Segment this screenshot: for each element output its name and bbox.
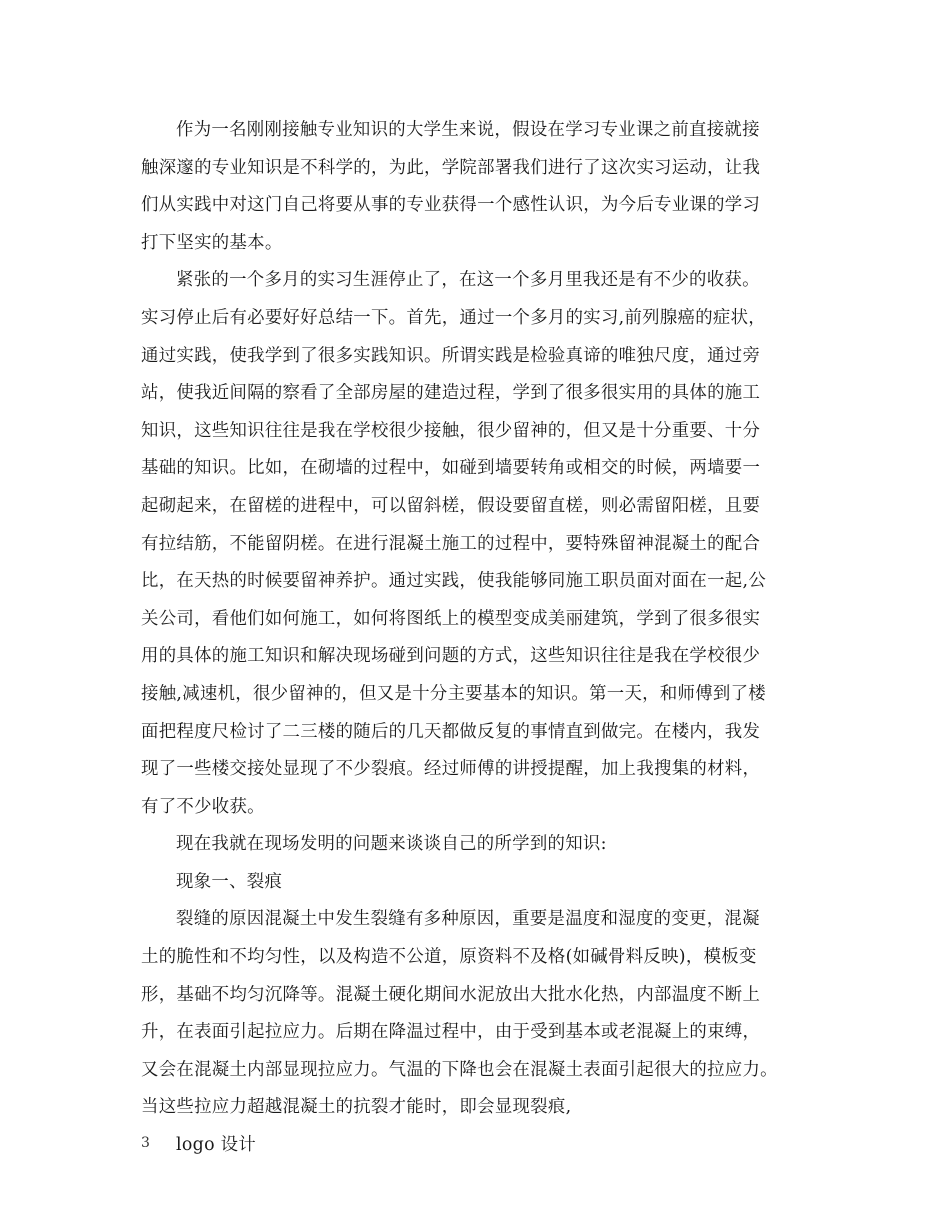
page-number: 3 <box>141 1135 150 1151</box>
section-heading <box>141 864 821 902</box>
text-line: 站，使我近间隔的察看了全部房屋的建造过程，学到了很多很实用的具体的施工 <box>141 383 761 404</box>
text-line: 现象一、裂痕 <box>176 871 283 892</box>
text-line: 关公司，看他们如何施工，如何将图纸上的模型变成美丽建筑，学到了很多很实 <box>141 608 761 629</box>
text-line: 裂缝的原因混凝土中发生裂缝有多种原因，重要是温度和湿度的变更，混凝 <box>176 909 760 930</box>
text-line: 现了一些楼交接处显现了不少裂痕。经过师傅的讲授提醒，加上我搜集的材料， <box>141 759 761 780</box>
paragraph-5 <box>141 1127 821 1165</box>
text-line: 知识，这些知识往往是我在学校很少接触，很少留神的，但又是十分重要、十分 <box>141 420 761 441</box>
text-line: 有拉结筋，不能留阴槎。在进行混凝土施工的过程中，要特殊留神混凝土的配合 <box>141 533 761 554</box>
document-body <box>141 112 821 1165</box>
text-line: 触深邃的专业知识是不科学的，为此，学院部署我们进行了这次实习运动，让我 <box>141 157 761 178</box>
text-line: 土的脆性和不均匀性，以及构造不公道，原资料不及格(如碱骨料反映)，模板变 <box>141 947 757 968</box>
text-line: 接触,减速机，很少留神的，但又是十分主要基本的知识。第一天，和师傅到了楼 <box>141 683 767 704</box>
text-line: 现在我就在现场发明的问题来谈谈自己的所学到的知识: <box>176 834 607 855</box>
text-line: 通过实践，使我学到了很多实践知识。所谓实践是检验真谛的唯独尺度，通过旁 <box>141 345 761 366</box>
text-line: 实习停止后有必要好好总结一下。首先，通过一个多月的实习,前列腺癌的症状， <box>141 307 767 328</box>
text-line: 紧张的一个多月的实习生涯停止了，在这一个多月里我还是有不少的收获。 <box>176 270 760 291</box>
text-line: 形，基础不均匀沉降等。混凝土硬化期间水泥放出大批水化热，内部温度不断上 <box>141 984 761 1005</box>
text-line: 又会在混凝土内部显现拉应力。气温的下降也会在混凝土表面引起很大的拉应力。 <box>141 1059 778 1080</box>
text-line: 打下坚实的基本。 <box>141 232 283 253</box>
paragraph-4 <box>141 901 821 1127</box>
text-line: 起砌起来，在留槎的进程中，可以留斜槎，假设要留直槎，则必需留阳槎，且要 <box>141 495 761 516</box>
text-line: 基础的知识。比如，在砌墙的过程中，如碰到墙要转角或相交的时候，两墙要一 <box>141 458 761 479</box>
text-line: 们从实践中对这门自己将要从事的专业获得一个感性认识，为今后专业课的学习 <box>141 195 761 216</box>
paragraph-2 <box>141 262 821 826</box>
text-line: 作为一名刚刚接触专业知识的大学生来说，假设在学习专业课之前直接就接 <box>176 120 760 140</box>
text-line: logo 设计 <box>176 1135 257 1156</box>
paragraph-1 <box>141 112 821 262</box>
paragraph-3 <box>141 826 821 864</box>
text-line: 面把程度尺检讨了二三楼的随后的几天都做反复的事情直到做完。在楼内，我发 <box>141 721 761 742</box>
text-line: 比，在天热的时候要留神养护。通过实践，使我能够同施工职员面对面在一起,公 <box>141 571 767 592</box>
text-line: 用的具体的施工知识和解决现场碰到问题的方式，这些知识往往是我在学校很少 <box>141 646 761 667</box>
text-line: 当这些拉应力超越混凝土的抗裂才能时，即会显现裂痕, <box>141 1097 572 1118</box>
text-line: 升，在表面引起拉应力。后期在降温过程中，由于受到基本或老混凝上的束缚， <box>141 1022 761 1043</box>
text-line: 有了不少收获。 <box>141 796 265 817</box>
